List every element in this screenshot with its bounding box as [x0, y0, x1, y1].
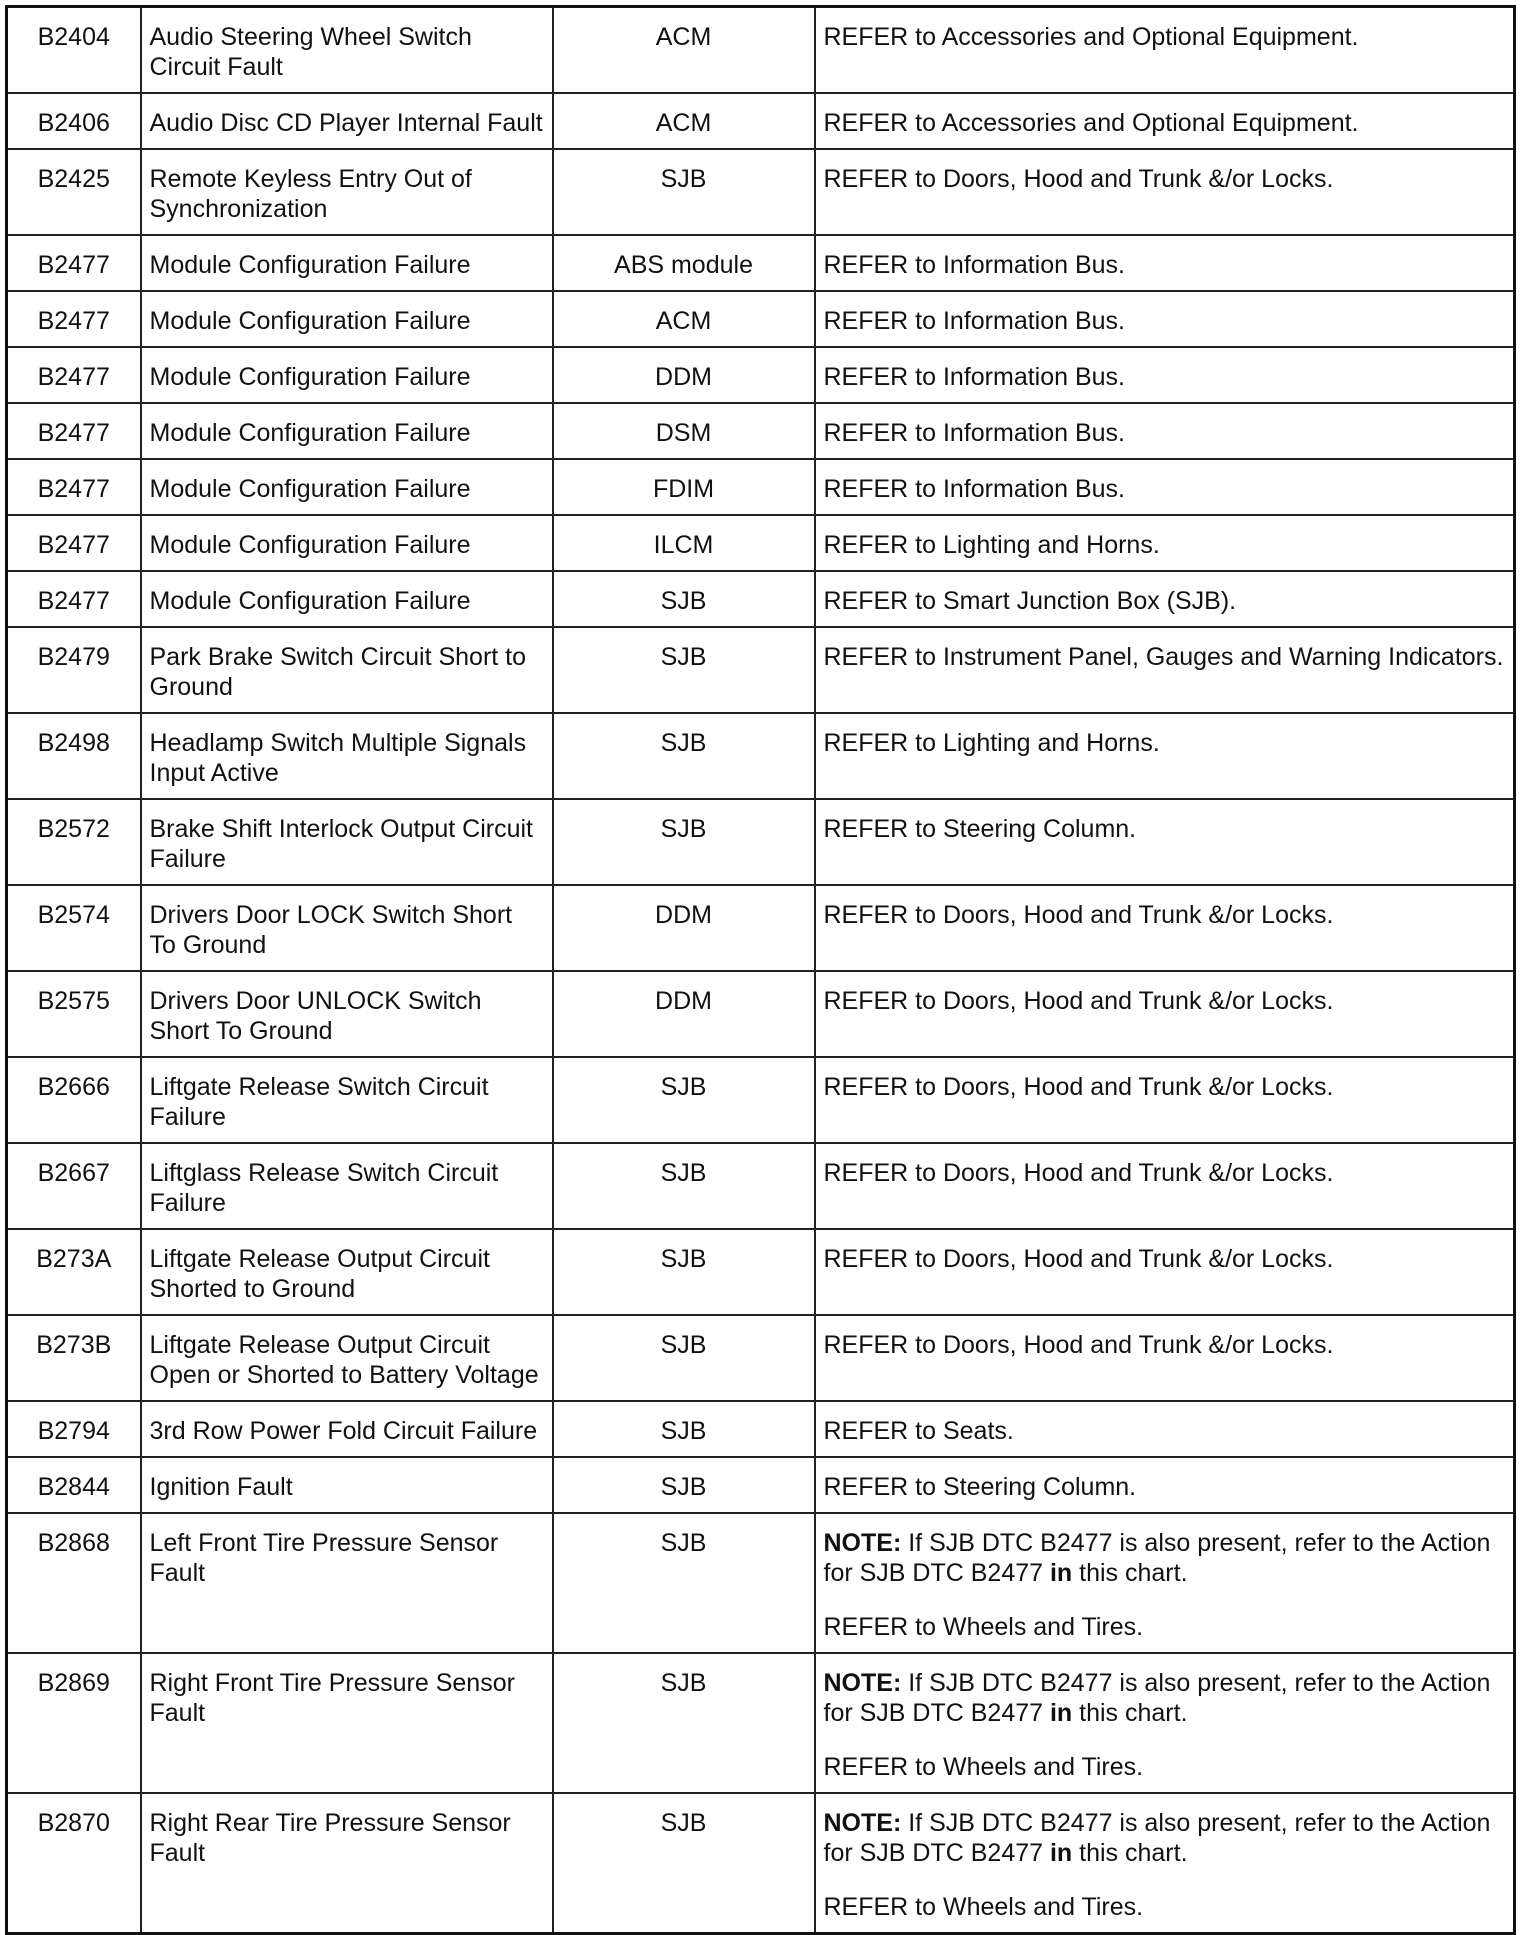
dtc-action: REFER to Information Bus. [815, 403, 1515, 459]
dtc-action: REFER to Smart Junction Box (SJB). [815, 571, 1515, 627]
dtc-module: SJB [553, 799, 815, 885]
dtc-action: REFER to Lighting and Horns. [815, 515, 1515, 571]
table-row [7, 1653, 1515, 1793]
dtc-description: Right Rear Tire Pressure Sensor Fault [141, 1793, 553, 1934]
dtc-module: SJB [553, 1793, 815, 1934]
table-row [7, 403, 1515, 459]
dtc-description: Module Configuration Failure [141, 347, 553, 403]
dtc-code: B2868 [7, 1513, 141, 1653]
dtc-action: REFER to Steering Column. [815, 799, 1515, 885]
dtc-code: B2477 [7, 515, 141, 571]
dtc-module: ABS module [553, 235, 815, 291]
dtc-description: Drivers Door LOCK Switch Short To Ground [141, 885, 553, 971]
dtc-module: SJB [553, 1401, 815, 1457]
note-text-pre: If SJB DTC B2477 is also present, refer to the Action for SJB DTC B2477 [823, 1809, 1491, 1867]
dtc-action: REFER to Doors, Hood and Trunk &/or Locks. [815, 149, 1515, 235]
dtc-code: B2498 [7, 713, 141, 799]
dtc-action: REFER to Doors, Hood and Trunk &/or Locks. [815, 1315, 1515, 1401]
dtc-description: Liftgate Release Output Circuit Open or Shorted to Battery Voltage [141, 1315, 553, 1401]
dtc-action: REFER to Information Bus. [815, 235, 1515, 291]
note-text-in: in [1049, 1839, 1073, 1867]
dtc-module: DSM [553, 403, 815, 459]
table-row [7, 515, 1515, 571]
dtc-code: B2667 [7, 1143, 141, 1229]
dtc-code: B2477 [7, 235, 141, 291]
dtc-action [815, 1513, 1515, 1653]
note-paragraph [824, 1668, 1508, 1728]
dtc-description: Remote Keyless Entry Out of Synchronization [141, 149, 553, 235]
note-text-in: in [1049, 1699, 1073, 1727]
refer-text: REFER to Wheels and Tires. [823, 1893, 1144, 1921]
dtc-code: B273A [7, 1229, 141, 1315]
table-row [7, 149, 1515, 235]
table-row [7, 971, 1515, 1057]
table-row [7, 291, 1515, 347]
dtc-code: B2869 [7, 1653, 141, 1793]
dtc-description: Audio Disc CD Player Internal Fault [141, 93, 553, 149]
table-row [7, 1401, 1515, 1457]
dtc-code: B2572 [7, 799, 141, 885]
note-text-pre: If SJB DTC B2477 is also present, refer to the Action for SJB DTC B2477 [823, 1669, 1491, 1727]
note-label: NOTE: [823, 1669, 902, 1697]
dtc-module: SJB [553, 1315, 815, 1401]
dtc-description: Liftgate Release Output Circuit Shorted to Ground [141, 1229, 553, 1315]
refer-text: REFER to Wheels and Tires. [823, 1753, 1144, 1781]
table-row [7, 627, 1515, 713]
dtc-code: B2870 [7, 1793, 141, 1934]
dtc-action: REFER to Accessories and Optional Equipment. [815, 7, 1515, 94]
dtc-description: Park Brake Switch Circuit Short to Ground [141, 627, 553, 713]
dtc-action: REFER to Information Bus. [815, 347, 1515, 403]
dtc-action: REFER to Lighting and Horns. [815, 713, 1515, 799]
dtc-action: REFER to Instrument Panel, Gauges and Warning Indicators. [815, 627, 1515, 713]
dtc-action: REFER to Seats. [815, 1401, 1515, 1457]
dtc-description: Module Configuration Failure [141, 459, 553, 515]
dtc-action: REFER to Accessories and Optional Equipment. [815, 93, 1515, 149]
dtc-code: B2794 [7, 1401, 141, 1457]
table-row [7, 347, 1515, 403]
dtc-code: B2477 [7, 347, 141, 403]
dtc-action: REFER to Doors, Hood and Trunk &/or Locks. [815, 885, 1515, 971]
dtc-action: REFER to Steering Column. [815, 1457, 1515, 1513]
table-row [7, 1057, 1515, 1143]
table-row [7, 1229, 1515, 1315]
dtc-module: ACM [553, 7, 815, 94]
dtc-description: Module Configuration Failure [141, 571, 553, 627]
note-text-pre: If SJB DTC B2477 is also present, refer to the Action for SJB DTC B2477 [823, 1529, 1491, 1587]
dtc-description: Module Configuration Failure [141, 515, 553, 571]
table-row [7, 1513, 1515, 1653]
dtc-module: DDM [553, 347, 815, 403]
dtc-description: 3rd Row Power Fold Circuit Failure [141, 1401, 553, 1457]
dtc-module: SJB [553, 1057, 815, 1143]
dtc-code: B2425 [7, 149, 141, 235]
dtc-module: ACM [553, 291, 815, 347]
table-row [7, 1457, 1515, 1513]
dtc-code: B2575 [7, 971, 141, 1057]
dtc-module: SJB [553, 1513, 815, 1653]
note-paragraph [824, 1808, 1508, 1868]
dtc-action [815, 1653, 1515, 1793]
dtc-module: DDM [553, 885, 815, 971]
dtc-module: SJB [553, 713, 815, 799]
dtc-code: B2477 [7, 571, 141, 627]
table-row [7, 1793, 1515, 1934]
table-row [7, 459, 1515, 515]
dtc-module: SJB [553, 1229, 815, 1315]
dtc-code: B2406 [7, 93, 141, 149]
dtc-code: B273B [7, 1315, 141, 1401]
dtc-code: B2574 [7, 885, 141, 971]
dtc-action: REFER to Doors, Hood and Trunk &/or Locks. [815, 1229, 1515, 1315]
dtc-description: Liftglass Release Switch Circuit Failure [141, 1143, 553, 1229]
dtc-action: REFER to Doors, Hood and Trunk &/or Locks. [815, 971, 1515, 1057]
table-row [7, 7, 1515, 94]
note-label: NOTE: [823, 1529, 902, 1557]
dtc-action [815, 1793, 1515, 1934]
dtc-action: REFER to Information Bus. [815, 459, 1515, 515]
note-text-post: this chart. [1072, 1839, 1188, 1867]
dtc-code: B2844 [7, 1457, 141, 1513]
dtc-module: SJB [553, 1457, 815, 1513]
dtc-action: REFER to Doors, Hood and Trunk &/or Locks. [815, 1143, 1515, 1229]
table-row [7, 571, 1515, 627]
dtc-description: Right Front Tire Pressure Sensor Fault [141, 1653, 553, 1793]
dtc-description: Ignition Fault [141, 1457, 553, 1513]
dtc-module: SJB [553, 1653, 815, 1793]
dtc-description: Audio Steering Wheel Switch Circuit Fault [141, 7, 553, 94]
dtc-module: FDIM [553, 459, 815, 515]
table-row [7, 1143, 1515, 1229]
dtc-module: SJB [553, 627, 815, 713]
dtc-module: ACM [553, 93, 815, 149]
note-text-post: this chart. [1072, 1559, 1188, 1587]
table-row [7, 885, 1515, 971]
dtc-code: B2477 [7, 291, 141, 347]
dtc-module: SJB [553, 149, 815, 235]
dtc-description: Brake Shift Interlock Output Circuit Failure [141, 799, 553, 885]
dtc-table [5, 5, 1516, 1935]
dtc-code: B2477 [7, 459, 141, 515]
table-row [7, 799, 1515, 885]
dtc-description: Drivers Door UNLOCK Switch Short To Ground [141, 971, 553, 1057]
dtc-action: REFER to Doors, Hood and Trunk &/or Locks. [815, 1057, 1515, 1143]
dtc-module: ILCM [553, 515, 815, 571]
dtc-module: DDM [553, 971, 815, 1057]
dtc-description: Liftgate Release Switch Circuit Failure [141, 1057, 553, 1143]
dtc-table-body [7, 7, 1515, 1934]
dtc-module: SJB [553, 571, 815, 627]
note-label: NOTE: [823, 1809, 902, 1837]
dtc-code: B2666 [7, 1057, 141, 1143]
dtc-description: Module Configuration Failure [141, 291, 553, 347]
refer-text: REFER to Wheels and Tires. [823, 1613, 1144, 1641]
dtc-description: Module Configuration Failure [141, 403, 553, 459]
dtc-description: Left Front Tire Pressure Sensor Fault [141, 1513, 553, 1653]
dtc-code: B2479 [7, 627, 141, 713]
dtc-module: SJB [553, 1143, 815, 1229]
table-row [7, 93, 1515, 149]
note-text-in: in [1049, 1559, 1073, 1587]
dtc-action: REFER to Information Bus. [815, 291, 1515, 347]
note-paragraph [824, 1528, 1508, 1588]
table-row [7, 713, 1515, 799]
table-row [7, 235, 1515, 291]
dtc-description: Module Configuration Failure [141, 235, 553, 291]
dtc-code: B2404 [7, 7, 141, 94]
note-text-post: this chart. [1072, 1699, 1188, 1727]
dtc-code: B2477 [7, 403, 141, 459]
dtc-description: Headlamp Switch Multiple Signals Input Active [141, 713, 553, 799]
table-row [7, 1315, 1515, 1401]
